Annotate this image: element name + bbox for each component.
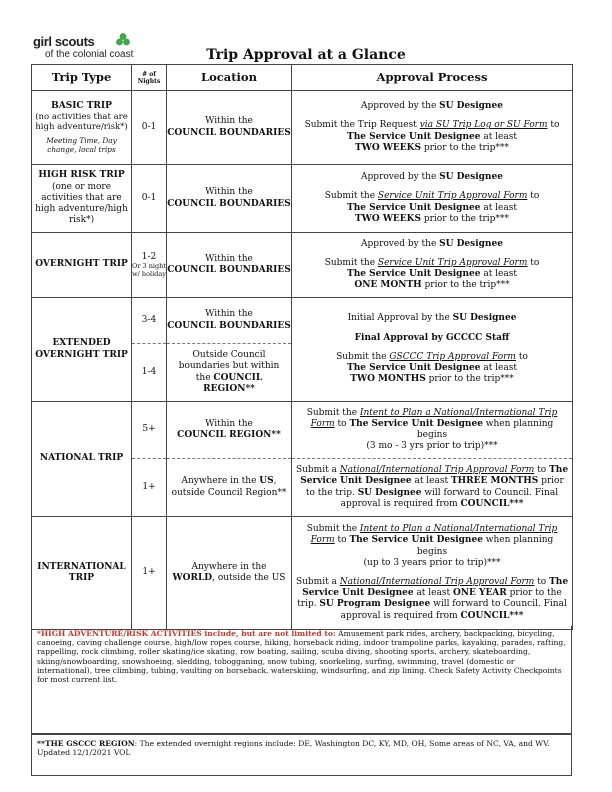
location-high-risk: Within the COUNCIL BOUNDARIES <box>167 165 292 233</box>
header-location: Location <box>167 65 292 91</box>
nights-national-a: 5+ <box>132 402 167 459</box>
page-title: Trip Approval at a Glance <box>206 47 406 63</box>
trip-approval-table <box>31 64 573 630</box>
region-label: **THE GSCCC REGION <box>37 739 135 748</box>
trip-type-high-risk: HIGH RISK TRIP (one or more activities that are high adventure/high risk*) <box>32 165 132 233</box>
approval-basic: Approved by the SU Designee Submit the Trip Request via SU Trip Log or SU Form to The Service Unit Designee at least TWO WEEKS prior to the trip*** <box>292 91 573 165</box>
approval-extended: Initial Approval by the SU Designee Final Approval by GCCCC Staff Submit the GSCCC Trip Approval Form to The Service Unit Designee at least TWO MONTHS prior to the trip*** <box>292 298 573 402</box>
high-adventure-note <box>31 626 572 734</box>
location-international: Anywhere in the WORLD, outside the US <box>167 517 292 630</box>
approval-national-b: Submit a National/International Trip Approval Form to The Service Unit Designee at least THREE MONTHS prior to the trip. SU Designee will forward to Council. Final approval is required from COUNCIL*** <box>292 459 573 517</box>
approval-international: Submit the Intent to Plan a National/International Trip Form to The Service Unit Designee when planning begins (up to 3 years prior to trip)*** Submit a National/International Trip Approval Form to The Service Unit Designee at least ONE YEAR prior to the trip. SU Program Designee will forward to Council. Final approval is required from COUNCIL*** <box>292 517 573 630</box>
logo-text: girl scouts <box>33 34 95 49</box>
table-row <box>32 233 573 298</box>
trefoil-icon <box>115 32 131 48</box>
header-trip-type: Trip Type <box>32 65 132 91</box>
updated-date: Updated 12/1/2021 VOL <box>37 748 131 758</box>
logo-subtext: of the colonial coast <box>45 49 134 60</box>
trip-type-national: NATIONAL TRIP <box>32 402 132 517</box>
trip-type-overnight: OVERNIGHT TRIP <box>32 233 132 298</box>
approval-high-risk: Approved by the SU Designee Submit the Service Unit Trip Approval Form to The Service Unit Designee at least TWO WEEKS prior to the trip*** <box>292 165 573 233</box>
nights-overnight: 1-2 Or 3 night w/ holiday <box>132 233 167 298</box>
nights-national-b: 1+ <box>132 459 167 517</box>
location-national-b: Anywhere in the US, outside Council Region** <box>167 459 292 517</box>
high-adventure-label: *HIGH ADVENTURE/RISK ACTIVITIES include, but are not limited to: <box>37 629 336 638</box>
header-approval: Approval Process <box>292 65 573 91</box>
table-row <box>32 517 573 630</box>
region-note <box>31 734 572 776</box>
table-row <box>32 298 573 344</box>
nights-extended-a: 3-4 <box>132 298 167 344</box>
trip-type-international: INTERNATIONAL TRIP <box>32 517 132 630</box>
header-nights: # of Nights <box>132 65 167 91</box>
region-text: : The extended overnight regions include: DE, Washington DC, KY, MD, OH, Some areas of NC, VA, and WV. <box>134 739 550 748</box>
trip-type-basic: BASIC TRIP (no activities that are high adventure/risk*) Meeting Time, Day change, local trips <box>32 91 132 165</box>
table-row <box>32 402 573 459</box>
trip-type-extended: EXTENDED OVERNIGHT TRIP <box>32 298 132 402</box>
location-overnight: Within the COUNCIL BOUNDARIES <box>167 233 292 298</box>
location-extended-a: Within the COUNCIL BOUNDARIES <box>167 298 292 344</box>
table-row <box>32 165 573 233</box>
location-national-a: Within the COUNCIL REGION** <box>167 402 292 459</box>
table-row <box>32 91 573 165</box>
location-basic: Within the COUNCIL BOUNDARIES <box>167 91 292 165</box>
approval-national-a: Submit the Intent to Plan a National/International Trip Form to The Service Unit Designee when planning begins (3 mo - 3 yrs prior to trip)*** <box>292 402 573 459</box>
table-header-row <box>32 65 573 91</box>
nights-international: 1+ <box>132 517 167 630</box>
high-adventure-list: Amusement park rides, archery, backpacking, bicycling, canoeing, caving challenge course, high/low ropes course, hiking, horseback riding, indoor trampoline parks, kayaking, parades, rafting, rappelling, rock climbing, roller skating/ice skating, row boating, sailing, scuba diving, shooting sports, archery, skateboarding, skiing/snowboarding, snowshoeing, sledding, tobogganing, snow tubing, snorkeling, surfing, swimming, travel (domestic or international), tree climbing, tubing, vaulting on horseback, waterskiing, windsurfing, and zip lining. Check Safety Activity Checkpoints for most current list. <box>37 629 566 685</box>
approval-overnight: Approved by the SU Designee Submit the Service Unit Trip Approval Form to The Service Unit Designee at least ONE MONTH prior to the trip*** <box>292 233 573 298</box>
nights-high-risk: 0-1 <box>132 165 167 233</box>
location-extended-b: Outside Council boundaries but within the COUNCIL REGION** <box>167 344 292 402</box>
nights-basic: 0-1 <box>132 91 167 165</box>
nights-extended-b: 1-4 <box>132 344 167 402</box>
